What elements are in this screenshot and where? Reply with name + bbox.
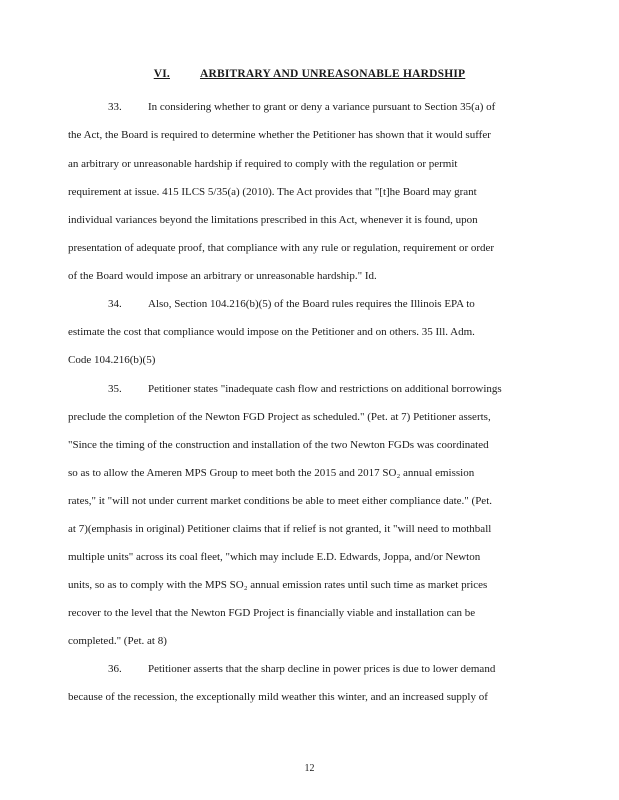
paragraph-33-line-2: the Act, the Board is required to determine whether the Petitioner has shown that it would suffer (68, 129, 491, 141)
paragraph-number: 36. (108, 663, 122, 675)
paragraph-35-line-6: at 7)(emphasis in original) Petitioner claims that if relief is not granted, it "will need to mothball (68, 523, 492, 535)
paragraph-34-line-3: Code 104.216(b)(5) (68, 354, 156, 366)
paragraph-35-line-7: multiple units" across its coal fleet, "which may include E.D. Edwards, Joppa, and/or Newton (68, 551, 481, 563)
paragraph-33-line-6: presentation of adequate proof, that compliance with any rule or regulation, requirement or order (68, 242, 495, 254)
paragraph-35-line-5: rates," it "will not under current market conditions be able to meet either compliance date." (Pet. (68, 495, 492, 507)
paragraph-33-line-7: of the Board would impose an arbitrary or unreasonable hardship." Id. (68, 270, 377, 282)
section-title: ARBITRARY AND UNREASONABLE HARDSHIP (199, 68, 466, 80)
paragraph-34-line-2: estimate the cost that compliance would impose on the Petitioner and on others. 35 Ill. Adm. (68, 326, 475, 338)
paragraph-33-line-5: individual variances beyond the limitations prescribed in this Act, whenever it is found, upon (68, 214, 478, 226)
paragraph-35-line-10: completed." (Pet. at 8) (68, 635, 167, 647)
page-number: 12 (304, 763, 315, 774)
section-number: VI. (153, 68, 170, 80)
paragraph-33-line-1: 33. In considering whether to grant or deny a variance pursuant to Section 35(a) of (108, 101, 496, 113)
paragraph-33-line-4: requirement at issue. 415 ILCS 5/35(a) (2010). The Act provides that "[t]he Board may grant (68, 186, 477, 198)
paragraph-35-line-2: preclude the completion of the Newton FGD Project as scheduled." (Pet. at 7) Petitioner asserts, (68, 411, 491, 423)
paragraph-35-line-4: so as to allow the Ameren MPS Group to meet both the 2015 and 2017 SO₂ annual emission (68, 467, 475, 479)
paragraph-34-line-1: 34. Also, Section 104.216(b)(5) of the Board rules requires the Illinois EPA to (108, 298, 475, 310)
section-heading (0, 68, 619, 80)
paragraph-number: 34. (108, 298, 122, 310)
paragraph-33-line-3: an arbitrary or unreasonable hardship if required to comply with the regulation or permit (68, 158, 458, 170)
paragraph-35-line-3: "Since the timing of the construction and installation of the two Newton FGDs was coordinated (68, 439, 489, 451)
paragraph-number: 33. (108, 101, 122, 113)
paragraph-36-line-1: 36. Petitioner asserts that the sharp decline in power prices is due to lower demand (108, 663, 496, 675)
paragraph-35-line-8: units, so as to comply with the MPS SO₂ annual emission rates until such time as market prices (68, 579, 488, 591)
paragraph-36-line-2: because of the recession, the exceptionally mild weather this winter, and an increased supply of (68, 691, 488, 703)
paragraph-number: 35. (108, 383, 122, 395)
paragraph-35-line-9: recover to the level that the Newton FGD Project is financially viable and installation can be (68, 607, 476, 619)
paragraph-35-line-1: 35. Petitioner states "inadequate cash flow and restrictions on additional borrowings (108, 383, 502, 395)
